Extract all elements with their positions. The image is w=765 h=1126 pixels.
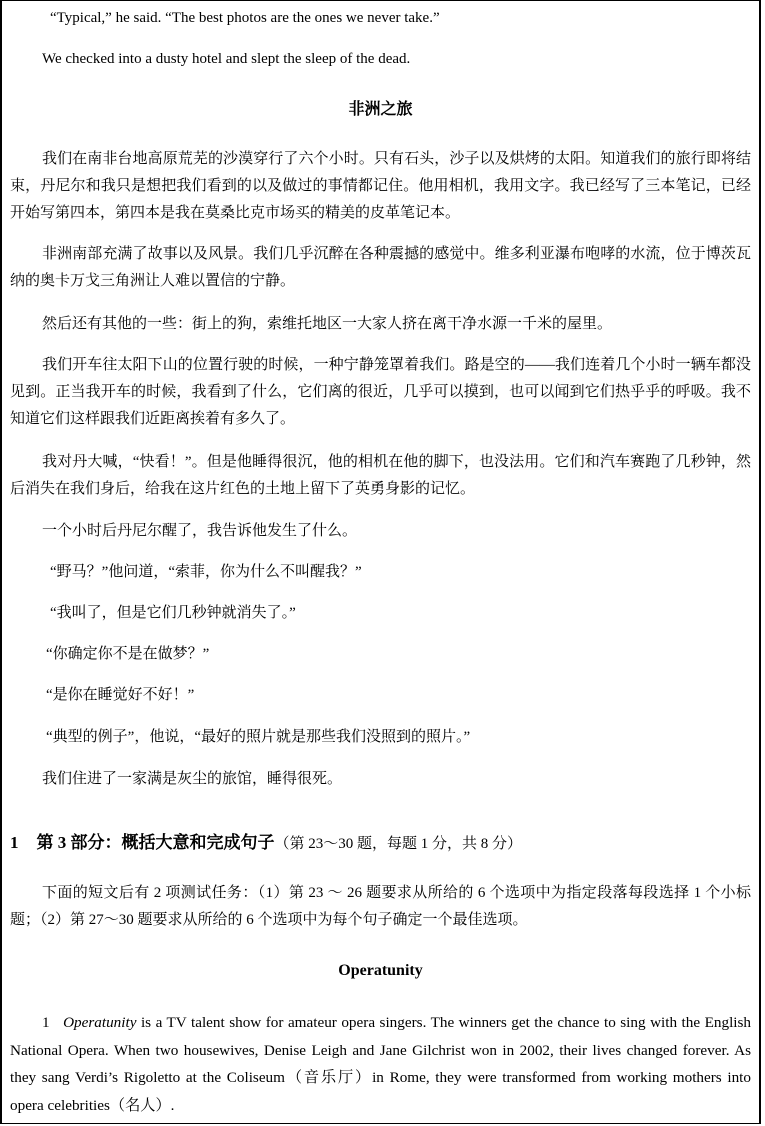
chinese-paragraph-6: 一个小时后丹尼尔醒了，我告诉他发生了什么。	[42, 523, 358, 539]
dialogue-line-4: “是你在睡觉好不好！”	[46, 687, 195, 703]
english-quote-line: “Typical,” he said. “The best photos are the ones we never take.”	[50, 10, 440, 26]
dialogue-line-1: “野马？”他问道，“索菲，你为什么不叫醒我？”	[50, 564, 362, 580]
dialogue-line-2: “我叫了，但是它们几秒钟就消失了。”	[50, 605, 296, 621]
chinese-story-title: 非洲之旅	[348, 101, 413, 118]
chinese-paragraph-5: 我对丹大喊，“快看！”。但是他睡得很沉，他的相机在他的脚下，也没法用。它们和汽车赛跑了几秒钟，然后消失在我们身后，给我在这片红色的土地上留下了英勇身影的记忆。	[10, 454, 751, 497]
chinese-paragraph-4: 我们开车往太阳下山的位置行驶的时候，一种宁静笼罩着我们。路是空的——我们连着几个小时一辆车都没见到。正当我开车的时候，我看到了什么，它们离的很近，几乎可以摸到，也可以闻到它们热乎乎的呼吸。我不知道它们这样跟我们近距离挨着有多久了。	[10, 357, 751, 427]
dialogue-line-3: “你确定你不是在做梦？”	[46, 646, 210, 662]
chinese-paragraph-2: 非洲南部充满了故事以及风景。我们几乎沉醉在各种震撼的感觉中。维多利亚瀑布咆哮的水流，位于博茨瓦纳的奥卡万戈三角洲让人难以置信的宁静。	[10, 246, 751, 289]
paragraph-number: 1	[42, 1014, 50, 1031]
section-3-heading	[10, 829, 751, 858]
section-title: 第 3 部分：概括大意和完成句子	[36, 833, 275, 852]
passage-title: Operatunity	[338, 962, 423, 979]
section-instructions: 下面的短文后有 2 项测试任务：（1）第 23 ～ 26 题要求从所给的 6 个选项中为指定段落每段选择 1 个小标题；（2）第 27～30 题要求从所给的 6 个选项中为每个句子确定一个最佳选项。	[10, 885, 751, 928]
chinese-paragraph-3: 然后还有其他的一些：街上的狗，索维托地区一大家人挤在离干净水源一千米的屋里。	[42, 316, 613, 332]
dialogue-line-5: “典型的例子”，他说，“最好的照片就是那些我们没照到的照片。”	[46, 729, 471, 745]
paragraph-text: is a TV talent show for amateur opera singers. The winners get the chance to sing with the English National Opera. When two housewives, Denise Leigh and Jane Gilchrist won in 2002, their lives changed forever. As they sang Verdi’s Rigoletto at the Coliseum（音乐厅）in Rome, they were transformed from working mothers into opera celebrities（名人）.	[10, 1014, 752, 1114]
section-number: 1	[10, 833, 19, 852]
show-name: Operatunity	[63, 1014, 137, 1031]
english-hotel-line: We checked into a dusty hotel and slept the sleep of the dead.	[42, 51, 411, 67]
passage-paragraph-1	[10, 1009, 751, 1119]
chinese-paragraph-7: 我们住进了一家满是灰尘的旅馆，睡得很死。	[42, 771, 343, 787]
chinese-paragraph-1: 我们在南非台地高原荒芜的沙漠穿行了六个小时。只有石头，沙子以及烘烤的太阳。知道我们的旅行即将结束，丹尼尔和我只是想把我们看到的以及做过的事情都记住。他用相机，我用文字。我已经写了三本笔记，已经开始写第四本，第四本是我在莫桑比克市场买的精美的皮革笔记本。	[10, 151, 751, 221]
section-score-note: （第 23～30 题，每题 1 分，共 8 分）	[274, 836, 523, 852]
